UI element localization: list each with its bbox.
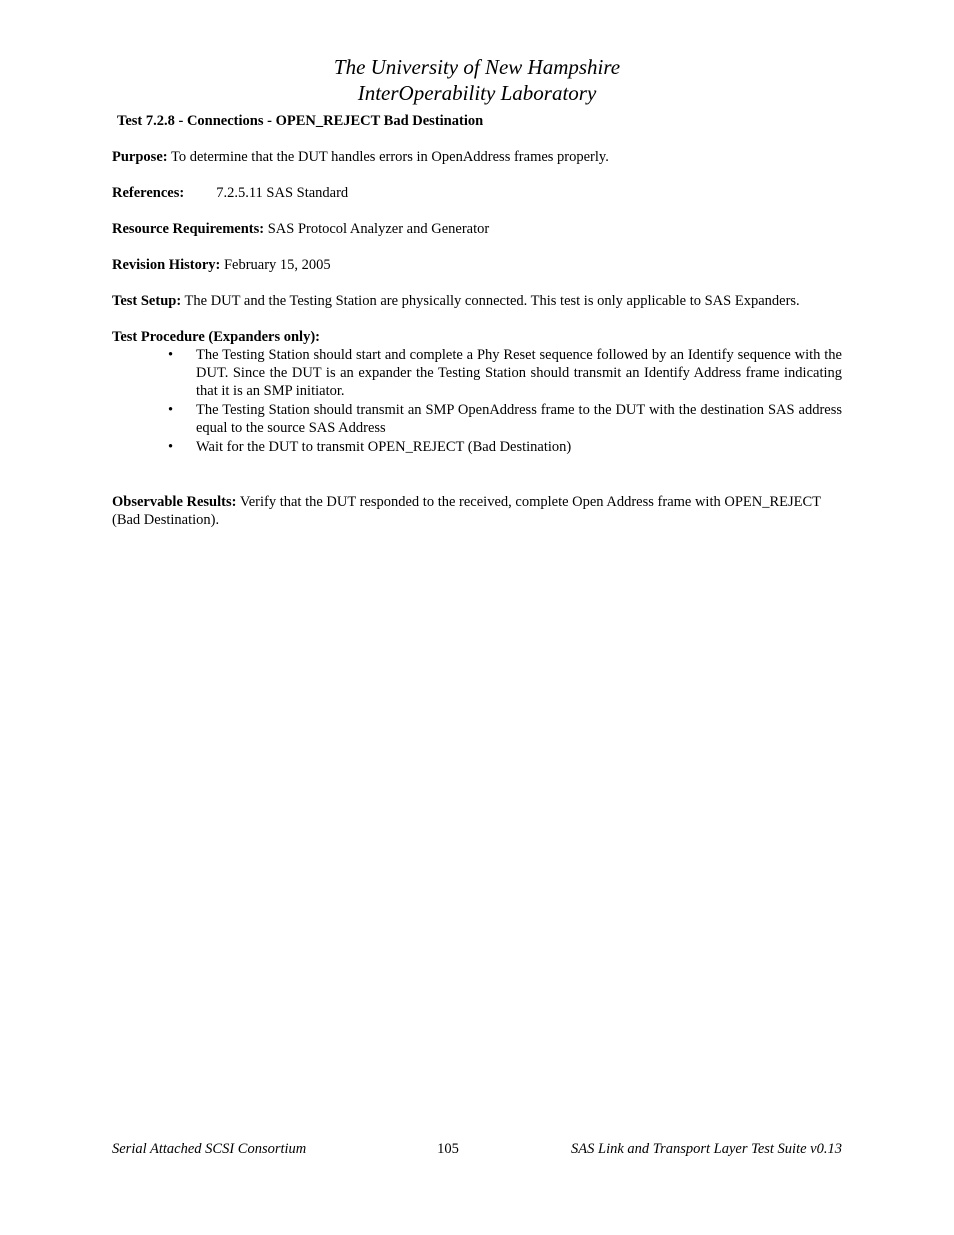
test-title: Test 7.2.8 - Connections - OPEN_REJECT Bad Destination <box>117 113 484 129</box>
setup-text: The DUT and the Testing Station are physically connected. This test is only applicable to SAS Expanders. <box>184 293 800 309</box>
bullet-icon: • <box>168 402 174 418</box>
bullet-icon: • <box>168 347 174 363</box>
resources-label: Resource Requirements: <box>112 221 265 237</box>
references-section <box>112 184 842 202</box>
purpose-label: Purpose: <box>112 149 168 165</box>
observable-section <box>112 493 842 529</box>
revision-label: Revision History: <box>112 257 221 273</box>
references-label: References: <box>112 185 185 201</box>
list-item <box>168 401 842 437</box>
footer-right: SAS Link and Transport Layer Test Suite v0.13 <box>571 1141 842 1157</box>
resources-text: SAS Protocol Analyzer and Generator <box>267 221 490 237</box>
setup-label: Test Setup: <box>112 293 182 309</box>
header-line-2: InterOperability Laboratory <box>357 81 597 105</box>
procedure-label: Test Procedure (Expanders only): <box>112 329 320 345</box>
page-footer <box>112 1140 842 1158</box>
page-header <box>0 54 954 106</box>
setup-section <box>112 292 842 310</box>
section-spacer <box>112 457 842 493</box>
procedure-step: Wait for the DUT to transmit OPEN_REJECT (Bad Destination) <box>196 439 572 455</box>
purpose-section <box>112 148 842 166</box>
procedure-list <box>112 346 842 456</box>
bullet-icon: • <box>168 439 174 455</box>
page-number: 105 <box>437 1141 459 1157</box>
header-line-1: The University of New Hampshire <box>333 55 621 79</box>
list-item <box>168 346 842 400</box>
revision-text: February 15, 2005 <box>223 257 331 273</box>
observable-label: Observable Results: <box>112 494 237 510</box>
procedure-step: The Testing Station should start and complete a Phy Reset sequence followed by an Identify sequence with the DUT. Since the DUT is an expander the Testing Station should transmit an Identify Address frame indicating that it is an SMP initiator. <box>196 347 842 399</box>
document-body <box>112 112 842 547</box>
references-text: 7.2.5.11 SAS Standard <box>216 185 349 201</box>
revision-section <box>112 256 842 274</box>
purpose-text: To determine that the DUT handles errors in OpenAddress frames properly. <box>170 149 609 165</box>
procedure-step: The Testing Station should transmit an SMP OpenAddress frame to the DUT with the destination SAS address equal to the source SAS Address <box>196 402 842 436</box>
observable-text: Verify that the DUT responded to the received, complete Open Address frame with OPEN_REJECT (Bad Destination). <box>112 494 821 528</box>
resources-section <box>112 220 842 238</box>
list-item <box>168 438 842 456</box>
footer-left: Serial Attached SCSI Consortium <box>112 1141 307 1157</box>
